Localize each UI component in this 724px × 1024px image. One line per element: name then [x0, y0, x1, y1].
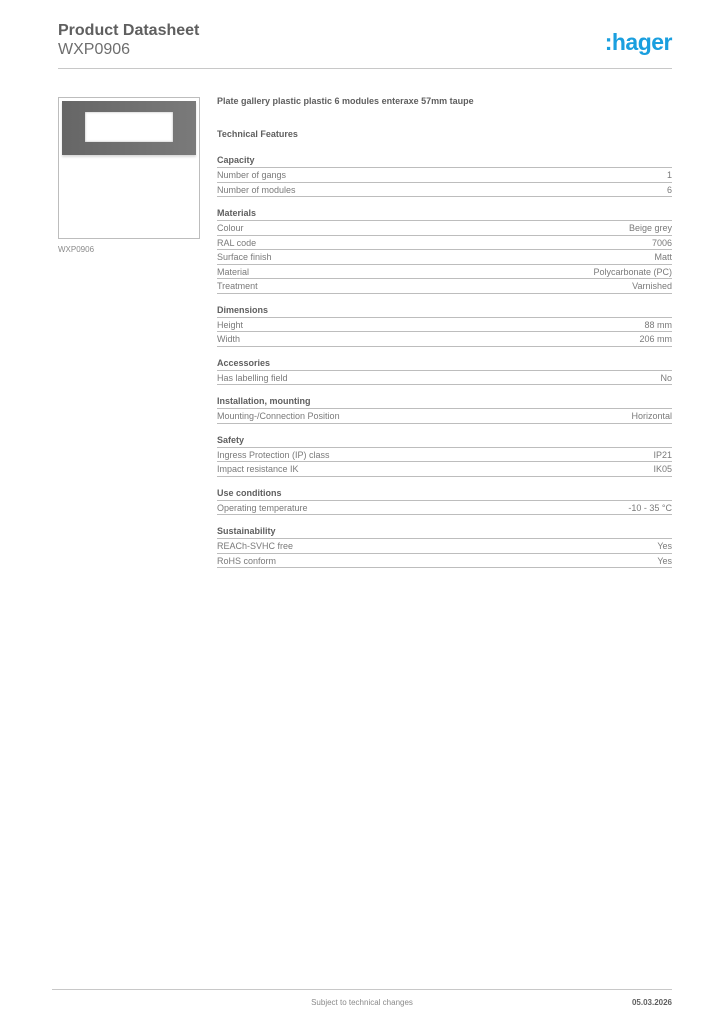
- spec-value: 7006: [651, 237, 672, 248]
- spec-value: Varnished: [632, 281, 672, 291]
- spec-value: IK05: [653, 464, 672, 474]
- spec-section: [217, 434, 672, 477]
- spec-sections: [217, 154, 672, 568]
- section-title: Installation, mounting: [217, 395, 672, 409]
- spec-section: [217, 304, 672, 347]
- spec-label: Number of modules: [217, 184, 296, 195]
- hager-logo: :hager: [604, 29, 672, 55]
- spec-value: Horizontal: [631, 411, 672, 421]
- spec-value: No: [660, 372, 672, 383]
- product-description: Plate gallery plastic plastic 6 modules enteraxe 57mm taupe: [217, 96, 474, 106]
- spec-value: Yes: [657, 555, 672, 566]
- spec-row: [217, 168, 672, 183]
- spec-row: [217, 554, 672, 569]
- spec-label: Ingress Protection (IP) class: [217, 449, 330, 460]
- section-title: Accessories: [217, 357, 672, 371]
- spec-row: [217, 183, 672, 198]
- document-title: Product Datasheet: [58, 22, 200, 39]
- section-title: Safety: [217, 434, 672, 448]
- spec-value: Polycarbonate (PC): [593, 266, 672, 277]
- spec-value: Beige grey: [628, 223, 672, 233]
- spec-value: 88 mm: [644, 319, 672, 330]
- spec-label: Surface finish: [217, 252, 272, 262]
- spec-row: [217, 462, 672, 477]
- spec-label: Number of gangs: [217, 170, 287, 180]
- spec-row: [217, 236, 672, 251]
- product-image: [58, 97, 200, 239]
- spec-row: [217, 279, 672, 294]
- plate-illustration: [62, 101, 196, 155]
- spec-row: [217, 221, 672, 236]
- footer-date: 05.03.2026: [631, 998, 672, 1007]
- section-title: Materials: [217, 207, 672, 221]
- spec-label: Height: [217, 319, 244, 330]
- spec-label: Material: [217, 266, 250, 277]
- spec-value: Yes: [657, 541, 672, 551]
- plate-window: [85, 112, 173, 142]
- datasheet-content: [217, 96, 672, 578]
- spec-value: 1: [666, 170, 672, 180]
- section-title: Dimensions: [217, 304, 672, 318]
- spec-value: IP21: [653, 449, 672, 460]
- spec-label: RAL code: [217, 237, 257, 248]
- spec-label: Operating temperature: [217, 502, 308, 513]
- spec-section: [217, 154, 672, 197]
- spec-label: Has labelling field: [217, 372, 288, 383]
- spec-section: [217, 525, 672, 568]
- spec-value: Matt: [654, 252, 672, 262]
- section-title: Use conditions: [217, 487, 672, 501]
- spec-label: Colour: [217, 223, 244, 233]
- spec-section: [217, 207, 672, 294]
- page-header: [58, 21, 672, 59]
- spec-row: [217, 318, 672, 333]
- image-caption: WXP0906: [58, 245, 95, 254]
- spec-row: [217, 371, 672, 386]
- spec-label: Impact resistance IK: [217, 464, 299, 474]
- spec-label: Treatment: [217, 281, 258, 291]
- footer-note: Subject to technical changes: [311, 998, 413, 1007]
- section-title: Sustainability: [217, 525, 672, 539]
- spec-row: [217, 409, 672, 424]
- spec-value: 6: [666, 184, 672, 195]
- section-title: Capacity: [217, 154, 672, 168]
- spec-row: [217, 448, 672, 463]
- header-divider: [58, 68, 672, 69]
- spec-row: [217, 332, 672, 347]
- technical-features-title: Technical Features: [217, 129, 298, 139]
- spec-value: 206 mm: [639, 334, 672, 344]
- spec-value: -10 - 35 °C: [628, 502, 672, 513]
- spec-label: RoHS conform: [217, 555, 277, 566]
- spec-section: [217, 487, 672, 516]
- spec-row: [217, 501, 672, 516]
- product-code: WXP0906: [58, 41, 131, 58]
- footer-divider: [52, 989, 672, 990]
- spec-row: [217, 539, 672, 554]
- spec-label: Width: [217, 334, 241, 344]
- spec-label: Mounting-/Connection Position: [217, 411, 340, 421]
- spec-section: [217, 395, 672, 424]
- spec-row: [217, 250, 672, 265]
- spec-section: [217, 357, 672, 386]
- spec-row: [217, 265, 672, 280]
- spec-label: REACh-SVHC free: [217, 541, 294, 551]
